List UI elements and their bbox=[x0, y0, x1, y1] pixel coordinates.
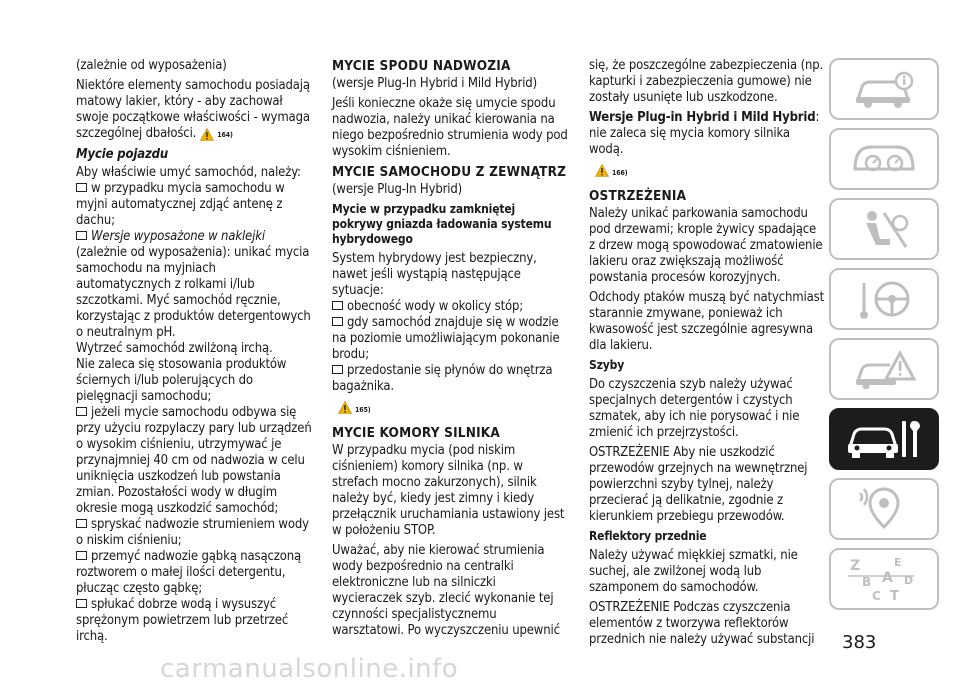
heading-mycie-z-zewnatrz: MYCIE SAMOCHODU Z ZEWNĄTRZ bbox=[332, 164, 567, 180]
paragraph: (wersje Plug-In Hybrid i Mild Hybrid) bbox=[332, 76, 538, 91]
warning-triangle-icon bbox=[200, 127, 232, 143]
paragraph: się, że poszczególne zabezpieczenia (np. kapturki i zabezpieczenia gumowe) nie zostały usunięte lub uszkodzone. bbox=[589, 58, 824, 105]
svg-text:Z: Z bbox=[850, 558, 861, 574]
paragraph: Aby właściwie umyć samochód, należy: bbox=[76, 164, 301, 180]
car-info-icon bbox=[852, 69, 916, 109]
list-item: jeżeli mycie samochodu odbywa się przy użyciu rozpylaczy pary lub urządzeń o wysokim ciśnieniu, utrzymywać je przynajmniej 40 cm od nadwozia w celu uniknięcia uszkodzeń lub powstania zmian. Pozostałości wody w długim okresie mogą uszkodzić samochód; bbox=[76, 404, 312, 516]
bullet-square-icon bbox=[332, 317, 343, 326]
subheading-mycie-pojazdu: Mycie pojazdu bbox=[76, 146, 169, 162]
paragraph: Wersje Plug-in Hybrid i Mild Hybrid: nie zaleca się mycia komory silnika wodą. bbox=[589, 110, 820, 157]
svg-text:B: B bbox=[862, 575, 872, 589]
paragraph: Jeśli konieczne okaże się umycie spodu nadwozia, należy unikać kierowania na niego bezpośrednio strumienia wody pod wysokim ciśnieniem. bbox=[332, 96, 568, 159]
column-3 bbox=[589, 58, 825, 652]
subheading-szyby: Szyby bbox=[589, 358, 625, 372]
car-maintenance-icon bbox=[844, 417, 924, 461]
list-item: obecność wody w okolicy stóp; bbox=[332, 299, 568, 315]
bullet-square-icon bbox=[332, 301, 343, 310]
chapter-tab-safety[interactable] bbox=[829, 198, 939, 260]
paragraph: OSTRZEŻENIE Aby nie uszkodzić przewodów grzejnych na wewnętrznej powierzchni szyby tylnej, należy przecierać ją delikatnie, zgodnie z kierunkiem przebiegu przewodów. bbox=[589, 445, 808, 524]
warning-reference bbox=[338, 401, 568, 419]
chapter-tab-multimedia[interactable] bbox=[829, 478, 939, 540]
bullet-square-icon bbox=[76, 599, 87, 608]
navigation-icon bbox=[854, 487, 914, 531]
paragraph: OSTRZEŻENIE Podczas czyszczenia elementów z tworzywa reflektorów przednich nie należy używać substancji bbox=[589, 600, 815, 647]
svg-text:A: A bbox=[882, 570, 893, 586]
svg-text:C: C bbox=[872, 589, 881, 603]
chapter-tab-index[interactable] bbox=[829, 548, 939, 610]
heading-mycie-komory: MYCIE KOMORY SILNIKA bbox=[332, 425, 501, 441]
airbag-seat-icon bbox=[854, 207, 914, 251]
list-item: przemyć nadwozie gąbką nasączoną roztworem o małej ilości detergentu, płucząc często gąbkę; bbox=[76, 548, 302, 596]
paragraph: Nie zaleca się stosowania produktów ściernych i/lub polerujących do pielęgnacji samochodu; bbox=[76, 356, 287, 404]
paragraph: Do czyszczenia szyb należy używać specjalnych detergentów i czystych szmatek, aby ich nie porysować i nie zmienić ich przejrzystości. bbox=[589, 377, 800, 440]
bullet-square-icon bbox=[76, 183, 87, 192]
paragraph: (zależnie od wyposażenia) bbox=[76, 58, 227, 73]
index-letters-icon bbox=[844, 554, 924, 604]
svg-text:T: T bbox=[890, 589, 899, 604]
bullet-square-icon bbox=[76, 407, 87, 416]
list-item: spłukać dobrze wodą i wysuszyć sprężonym powietrzem lub przetrzeć irchą. bbox=[76, 596, 289, 644]
bullet-square-icon bbox=[332, 365, 343, 374]
bullet-square-icon bbox=[76, 231, 87, 240]
list-item: przedostanie się płynów do wnętrza bagażnika. bbox=[332, 363, 553, 394]
paragraph: (wersje Plug-In Hybrid) bbox=[332, 182, 463, 197]
svg-text:E: E bbox=[894, 556, 902, 569]
chapter-tab-car-info[interactable] bbox=[829, 58, 939, 120]
paragraph: Wytrzeć samochód zwilżoną irchą. bbox=[76, 340, 273, 356]
chapter-tab-maintenance[interactable] bbox=[829, 408, 939, 470]
paragraph: Należy używać miękkiej szmatki, nie suchej, ale zwilżonej wodą lub szamponem do samochodów. bbox=[589, 548, 798, 595]
list-item: spryskać nadwozie strumieniem wody o niskim ciśnieniu; bbox=[76, 516, 309, 548]
paragraph: Należy unikać parkowania samochodu pod drzewami; krople żywicy spadające z drzew mogą spowodować zmatowienie lakieru oraz zwiększają możliwość powstania procesów korozyjnych. bbox=[589, 206, 823, 285]
watermark: carmanualsonline.info bbox=[160, 654, 459, 684]
heading-mycie-spodu: MYCIE SPODU NADWOZIA bbox=[332, 58, 511, 74]
warning-triangle-icon bbox=[595, 164, 609, 182]
dashboard-icon bbox=[849, 139, 919, 179]
chapter-tab-emergency[interactable] bbox=[829, 338, 939, 400]
paragraph: Niektóre elementy samochodu posiadają matowy lakier, który - aby zachował swoje początkowe właściwości - wymaga szczególnej dbałości. 164) bbox=[76, 78, 310, 141]
warning-car-icon bbox=[852, 349, 916, 389]
chapter-tab-dashboard[interactable] bbox=[829, 128, 939, 190]
svg-text:D: D bbox=[904, 574, 914, 587]
heading-ostrzezenia: OSTRZEŻENIA bbox=[589, 188, 687, 204]
list-item: gdy samochód znajduje się w wodzie na poziomie umożliwiającym pokonanie brodu; bbox=[332, 315, 560, 362]
paragraph: W przypadku mycia (pod niskim ciśnieniem) komory silnika (np. w strefach mocno zakurzonych), silnik należy być, kiedy jest zimny i kiedy przełącznik uruchamiania ustawiony jest w położeniu STOP. bbox=[332, 443, 565, 538]
warning-triangle-icon bbox=[338, 401, 352, 419]
steering-wheel-icon bbox=[854, 277, 914, 321]
chapter-tab-driving[interactable] bbox=[829, 268, 939, 330]
column-2 bbox=[332, 58, 568, 643]
reference-number: 166) bbox=[612, 169, 628, 177]
subheading-reflektory: Reflektory przednie bbox=[589, 529, 707, 543]
warning-reference bbox=[595, 164, 825, 182]
reference-number: 164) bbox=[217, 130, 233, 139]
subheading-pokrywa-gniazda: Mycie w przypadku zamkniętej pokrywy gniazda ładowania systemu hybrydowego bbox=[332, 202, 552, 246]
paragraph: System hybrydowy jest bezpieczny, nawet jeśli wystąpią następujące sytuacje: bbox=[332, 251, 537, 298]
paragraph: Odchody ptaków muszą być natychmiast starannie zmywane, ponieważ ich kwasowość jest szczególnie agresywna dla lakieru. bbox=[589, 290, 825, 353]
list-item: Wersje wyposażone w naklejki (zależnie od wyposażenia): unikać mycia samochodu na myjniach automatycznych z rolkami i/lub szczotkami. Myć samochód ręcznie, korzystając z produktów detergentowych o neutralnym pH. bbox=[76, 228, 311, 340]
paragraph: Uważać, aby nie kierować strumienia wody bezpośrednio na centralki elektroniczne lub na silniczki wycieraczek szyb. zlecić wykonanie tej czynności specjalistycznemu warsztatowi. Po wyczyszczeniu upewnić bbox=[332, 543, 560, 638]
column-1 bbox=[76, 58, 312, 645]
bullet-square-icon bbox=[76, 519, 87, 528]
page-number: 383 bbox=[842, 632, 877, 653]
bullet-square-icon bbox=[76, 551, 87, 560]
list-item: w przypadku mycia samochodu w myjni automatycznej zdjąć antenę z dachu; bbox=[76, 180, 285, 228]
reference-number: 165) bbox=[355, 406, 371, 414]
